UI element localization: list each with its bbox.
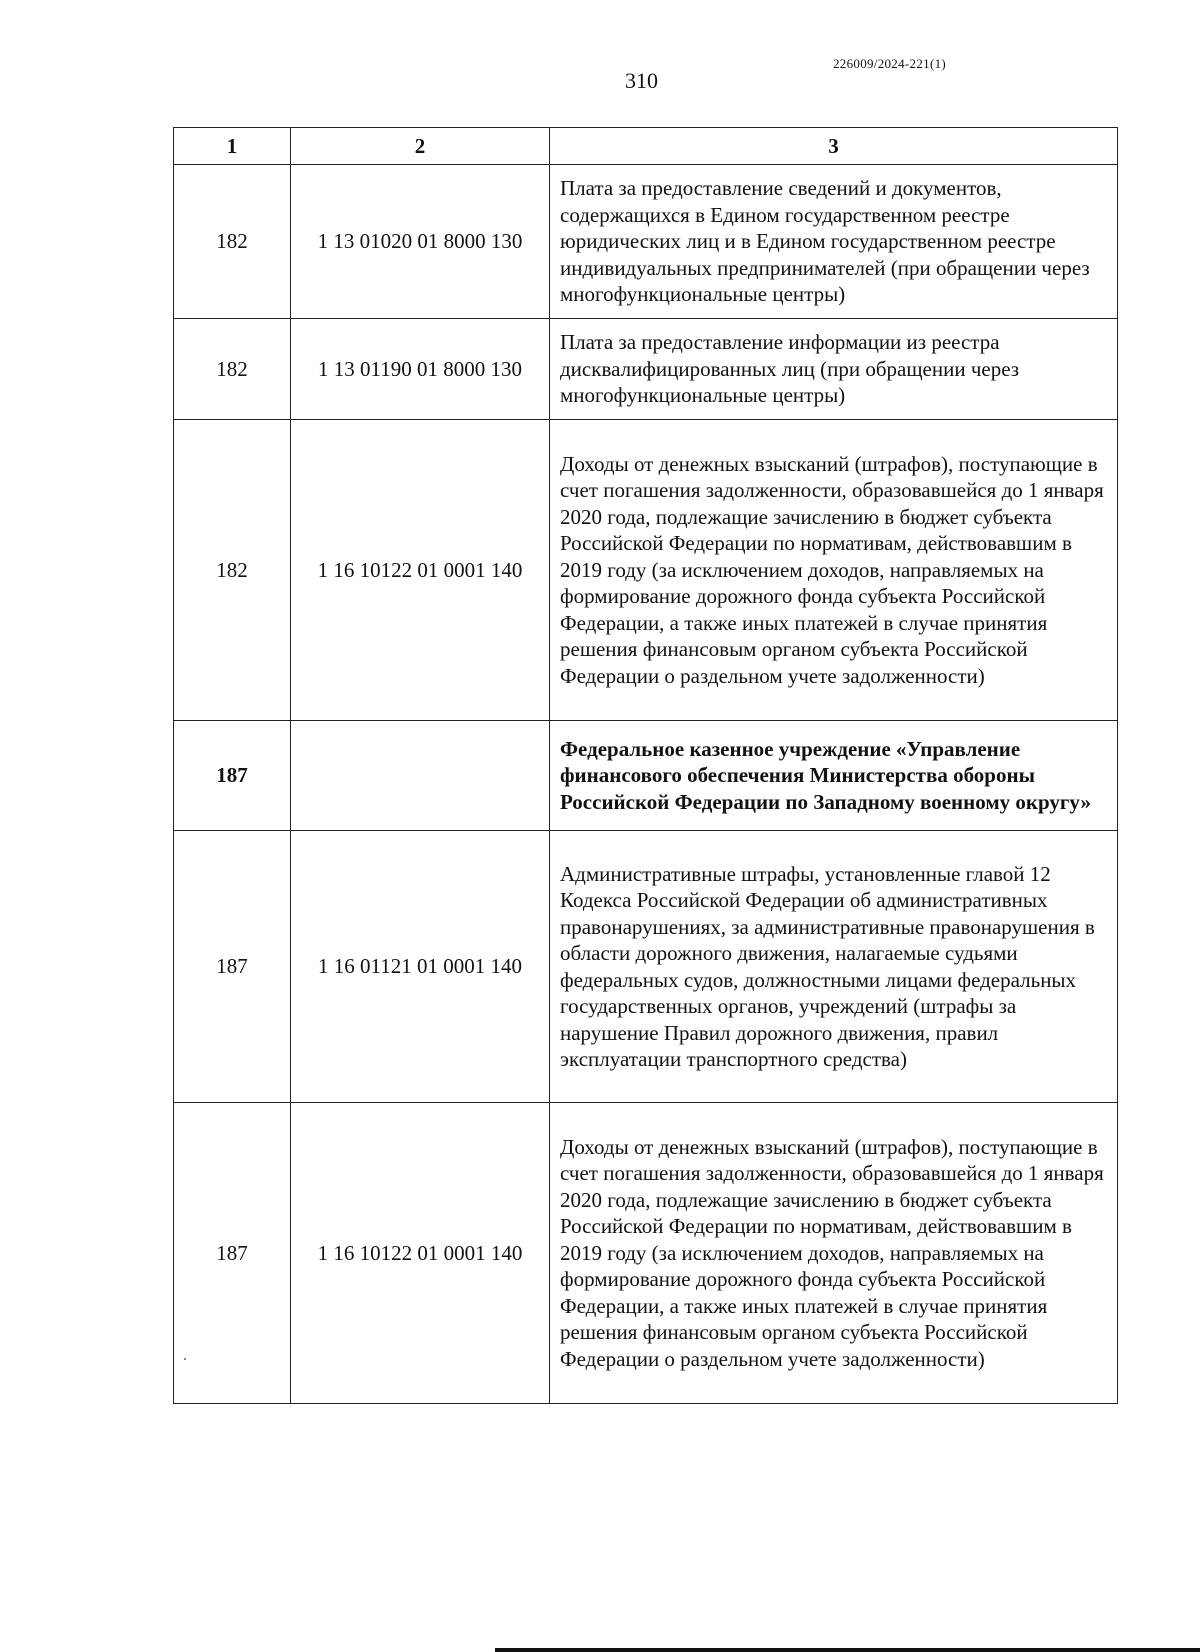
page-number: 310 <box>625 68 658 93</box>
kbk-code-cell: 1 16 10122 01 0001 140 <box>291 420 550 721</box>
admin-code-cell: 182 <box>174 165 291 319</box>
admin-code-cell: 187 <box>174 721 291 831</box>
column-header-3: 3 <box>550 128 1118 165</box>
kbk-code-cell: 1 16 01121 01 0001 140 <box>291 831 550 1103</box>
table-header-row <box>174 128 1118 165</box>
table-row <box>174 420 1118 721</box>
table-row-administrator <box>174 721 1118 831</box>
table-row <box>174 1103 1118 1404</box>
column-header-2: 2 <box>291 128 550 165</box>
admin-code-cell: 187 <box>174 831 291 1103</box>
admin-code-cell: 182 <box>174 420 291 721</box>
table-row <box>174 831 1118 1103</box>
column-header-1: 1 <box>174 128 291 165</box>
administrator-name-cell: Федеральное казенное учреждение «Управление финансового обеспечения Министерства обороны Российской Федерации по Западному военному округу» <box>550 721 1118 831</box>
revenue-codes-table <box>173 127 1118 1404</box>
registration-number: 226009/2024-221(1) <box>833 56 946 71</box>
description-cell: Плата за предоставление информации из реестра дисквалифицированных лиц (при обращении через многофункциональные центры) <box>550 319 1118 420</box>
description-cell: Доходы от денежных взысканий (штрафов), поступающие в счет погашения задолженности, образовавшейся до 1 января 2020 года, подлежащие зачислению в бюджет субъекта Российской Федерации по нормативам, действовавшим в 2019 году (за исключением доходов, направляемых на формирование дорожного фонда субъекта Российской Федерации, а также иных платежей в случае принятия решения финансовым органом субъекта Российской Федерации о раздельном учете задолженности) <box>550 420 1118 721</box>
scan-speck <box>184 1358 186 1360</box>
kbk-code-cell <box>291 721 550 831</box>
description-cell: Плата за предоставление сведений и документов, содержащихся в Едином государственном реестре юридических лиц и в Едином государственном реестре индивидуальных предпринимателей (при обращении через многофункциональные центры) <box>550 165 1118 319</box>
description-cell: Административные штрафы, установленные главой 12 Кодекса Российской Федерации об административных правонарушениях, за административные правонарушения в области дорожного движения, налагаемые судьями федеральных судов, должностными лицами федеральных государственных органов, учреждений (штрафы за нарушение Правил дорожного движения, правил эксплуатации транспортного средства) <box>550 831 1118 1103</box>
admin-code-cell: 187 <box>174 1103 291 1404</box>
table-row <box>174 165 1118 319</box>
kbk-code-cell: 1 13 01020 01 8000 130 <box>291 165 550 319</box>
kbk-code-cell: 1 16 10122 01 0001 140 <box>291 1103 550 1404</box>
description-cell: Доходы от денежных взысканий (штрафов), поступающие в счет погашения задолженности, образовавшейся до 1 января 2020 года, подлежащие зачислению в бюджет субъекта Российской Федерации по нормативам, действовавшим в 2019 году (за исключением доходов, направляемых на формирование дорожного фонда субъекта Российской Федерации, а также иных платежей в случае принятия решения финансовым органом субъекта Российской Федерации о раздельном учете задолженности) <box>550 1103 1118 1404</box>
kbk-code-cell: 1 13 01190 01 8000 130 <box>291 319 550 420</box>
admin-code-cell: 182 <box>174 319 291 420</box>
table-row <box>174 319 1118 420</box>
scan-edge-rule <box>495 1648 1200 1652</box>
